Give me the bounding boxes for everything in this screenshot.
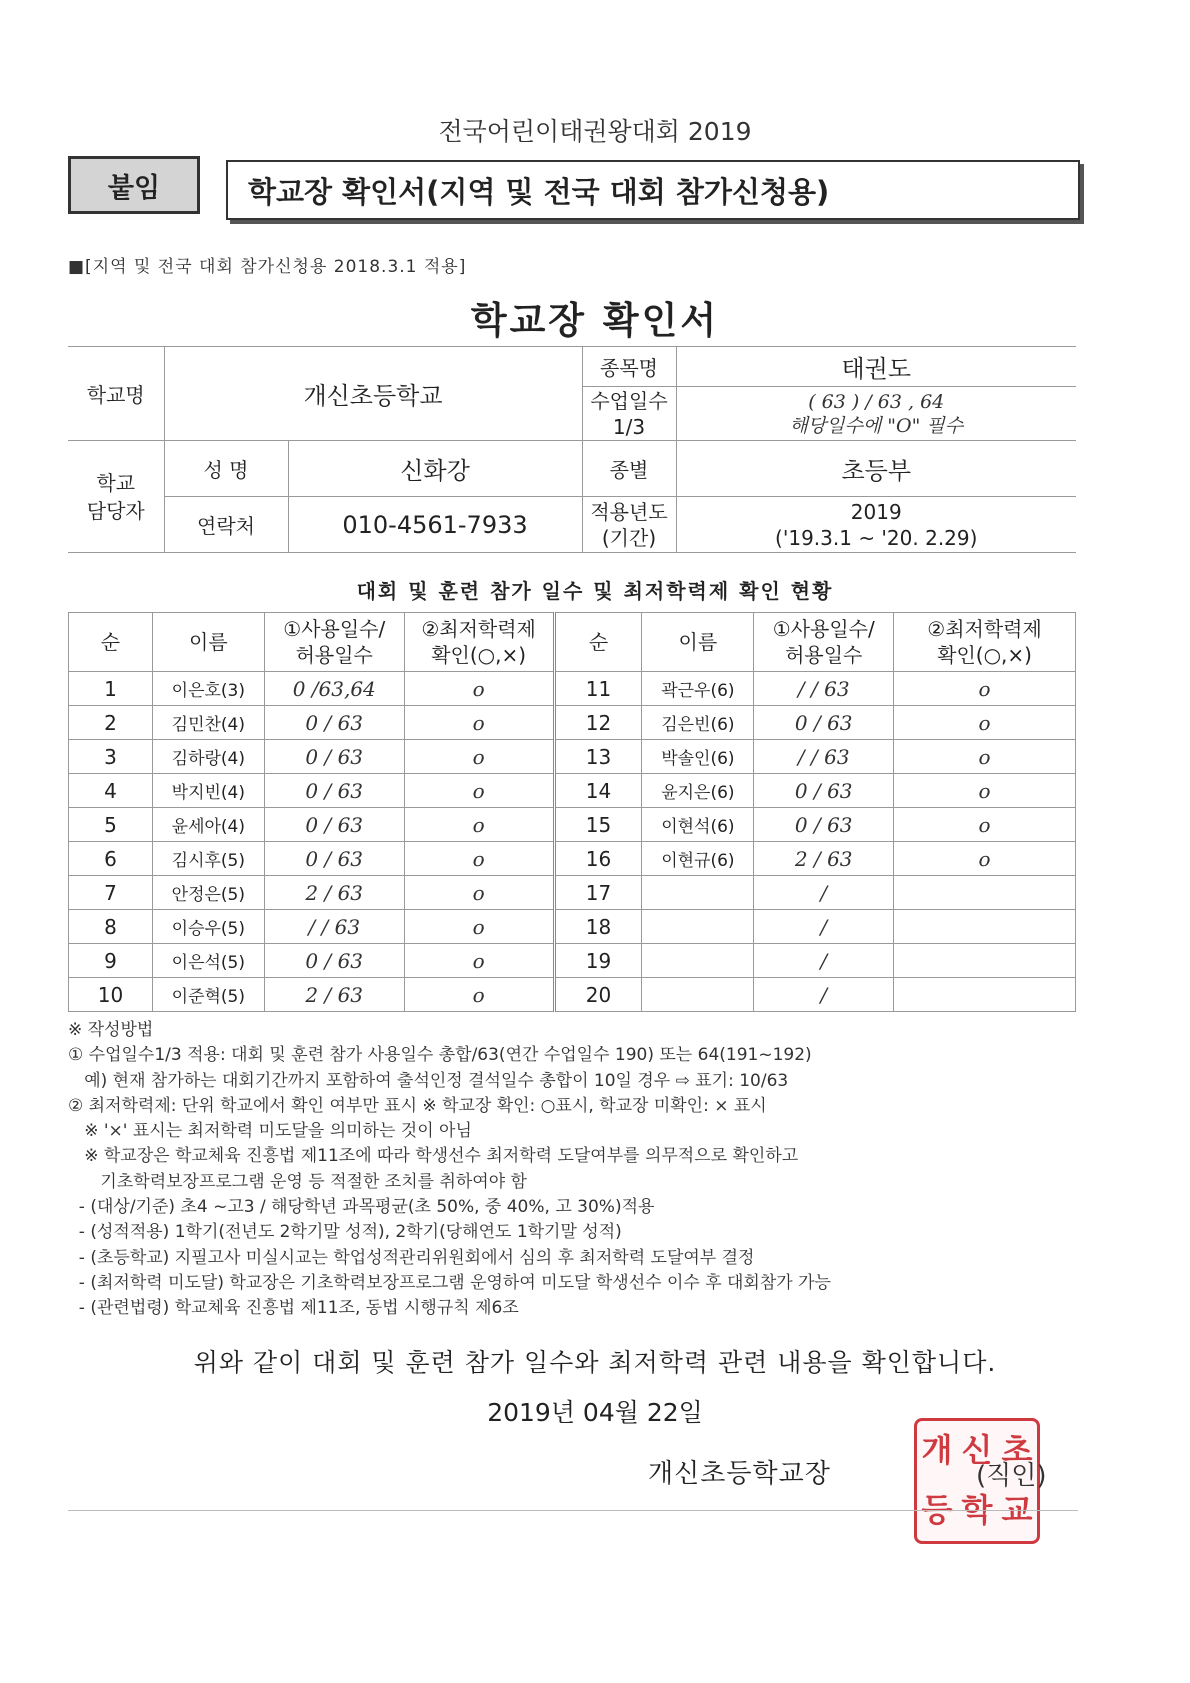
min-grade-check (894, 944, 1076, 978)
header-check-2 (894, 613, 1076, 672)
used-days: 0 / 63 (264, 706, 404, 740)
issue-date: 2019년 04월 22일 (487, 1398, 703, 1427)
student-name: 이준혁(5) (152, 978, 264, 1012)
student-name: 박솔인(6) (642, 740, 754, 774)
student-name: 김하랑(4) (152, 740, 264, 774)
table-row (69, 944, 1076, 978)
manager-label-line2: 담당자 (86, 498, 145, 523)
row-no: 8 (69, 910, 153, 944)
form-title: 학교장 확인서(지역 및 전국 대회 참가신청용) (226, 160, 1080, 220)
attachment-label: 붙임 (68, 156, 200, 214)
table-row (69, 808, 1076, 842)
min-grade-check: o (404, 740, 554, 774)
sport-label: 종목명 (582, 347, 676, 387)
contact-label: 연락처 (164, 497, 288, 553)
instruction-line: - (성적적용) 1학기(전년도 2학기말 성적), 2학기(당해연도 1학기말 성적) (68, 1222, 622, 1243)
header-days-2-line2: 허용일수 (785, 643, 863, 667)
row-no: 11 (554, 672, 642, 706)
student-name: 이승우(5) (152, 910, 264, 944)
year-value (676, 497, 1076, 553)
min-grade-check: o (404, 774, 554, 808)
row-no: 14 (554, 774, 642, 808)
student-name (642, 876, 754, 910)
min-grade-check: o (894, 808, 1076, 842)
student-name: 이현석(6) (642, 808, 754, 842)
min-grade-check: o (404, 876, 554, 910)
min-grade-check: o (404, 672, 554, 706)
header-name: 이름 (152, 613, 264, 672)
student-name: 이현규(6) (642, 842, 754, 876)
seal-character: 개 (921, 1431, 953, 1469)
instruction-line: - (최저학력 미도달) 학교장은 기초학력보장프로그램 운영하여 미도달 학생선수 이수 후 대회참가 가능 (68, 1272, 831, 1293)
min-grade-check: o (404, 944, 554, 978)
student-name: 박지빈(4) (152, 774, 264, 808)
table-row (69, 672, 1076, 706)
min-grade-check: o (404, 842, 554, 876)
min-grade-check: o (894, 774, 1076, 808)
used-days: 0 /63,64 (264, 672, 404, 706)
seal-character: 등 (921, 1491, 953, 1529)
used-days: 0 / 63 (264, 740, 404, 774)
student-name: 안정은(5) (152, 876, 264, 910)
roster-header-row (69, 613, 1076, 672)
row-no: 20 (554, 978, 642, 1012)
student-name: 윤세아(4) (152, 808, 264, 842)
used-days: 2 / 63 (264, 978, 404, 1012)
days-value (676, 387, 1076, 441)
school-value: 개신초등학교 (164, 347, 582, 441)
min-grade-check: o (404, 808, 554, 842)
used-days: 0 / 63 (264, 774, 404, 808)
instructions (68, 1018, 1088, 1322)
min-grade-check: o (894, 740, 1076, 774)
row-no: 13 (554, 740, 642, 774)
used-days: / (754, 944, 894, 978)
seal-character: 신 (961, 1431, 993, 1469)
row-no: 6 (69, 842, 153, 876)
instruction-line: ② 최저학력제: 단위 학교에서 확인 여부만 표시 ※ 학교장 확인: ○표시, 학교장 미확인: × 표시 (68, 1095, 767, 1116)
division-label: 종별 (582, 441, 676, 497)
table-row (69, 706, 1076, 740)
header-days (264, 613, 404, 672)
row-no: 1 (69, 672, 153, 706)
instruction-line: 기초학력보장프로그램 운영 등 적절한 조치를 취하여야 함 (68, 1171, 527, 1192)
event-title: 전국어린이태권왕대회 2019 (438, 117, 752, 146)
student-name: 이은석(5) (152, 944, 264, 978)
instruction-line: 예) 현재 참가하는 대회기간까지 포함하여 출석인정 결석일수 총합이 10일 경우 ⇨ 표기: 10/63 (68, 1070, 789, 1091)
days-label (582, 387, 676, 441)
row-no: 19 (554, 944, 642, 978)
student-name: 윤지은(6) (642, 774, 754, 808)
min-grade-check (894, 910, 1076, 944)
student-name: 김민찬(4) (152, 706, 264, 740)
header-days-2-line1: ①사용일수/ (772, 617, 875, 641)
used-days: 0 / 63 (754, 808, 894, 842)
used-days: 0 / 63 (264, 944, 404, 978)
days-label-line2: 1/3 (612, 414, 646, 439)
header-no: 순 (69, 613, 153, 672)
used-days: / / 63 (754, 672, 894, 706)
row-no: 16 (554, 842, 642, 876)
table-row (69, 978, 1076, 1012)
table-row (69, 740, 1076, 774)
header-days-line1: ①사용일수/ (283, 617, 386, 641)
min-grade-check (894, 978, 1076, 1012)
student-name: 이은호(3) (152, 672, 264, 706)
row-no: 10 (69, 978, 153, 1012)
instruction-line: ※ '×' 표시는 최저학력 미도달을 의미하는 것이 아님 (68, 1121, 472, 1142)
header-days-2 (754, 613, 894, 672)
name-label: 성 명 (164, 441, 288, 497)
row-no: 7 (69, 876, 153, 910)
used-days: 0 / 63 (754, 774, 894, 808)
division-value: 초등부 (676, 441, 1076, 497)
row-no: 2 (69, 706, 153, 740)
roster-title: 대회 및 훈련 참가 일수 및 최저학력제 확인 현황 (356, 579, 834, 603)
used-days: / (754, 910, 894, 944)
used-days: 2 / 63 (754, 842, 894, 876)
row-no: 4 (69, 774, 153, 808)
used-days: / / 63 (264, 910, 404, 944)
student-name: 곽근우(6) (642, 672, 754, 706)
table-row (69, 842, 1076, 876)
min-grade-check: o (404, 978, 554, 1012)
min-grade-check: o (894, 842, 1076, 876)
roster-table (68, 612, 1076, 1012)
header-check-line2: 확인(○,×) (431, 643, 526, 667)
used-days: 0 / 63 (264, 808, 404, 842)
student-name (642, 944, 754, 978)
min-grade-check: o (404, 910, 554, 944)
year-label-line1: 적용년도 (590, 499, 668, 524)
contact-value: 010-4561-7933 (288, 497, 582, 553)
student-name (642, 910, 754, 944)
instruction-line: - (관련법령) 학교체육 진흥법 제11조, 동법 시행규칙 제6조 (68, 1298, 519, 1319)
school-info-table (68, 346, 1076, 553)
instruction-line: ① 수업일수1/3 적용: 대회 및 훈련 참가 사용일수 총합/63(연간 수업일수 190) 또는 64(191~192) (68, 1045, 812, 1066)
student-name: 김은빈(6) (642, 706, 754, 740)
year-label (582, 497, 676, 553)
days-value-line2: 해당일수에 "O" 필수 (789, 414, 964, 437)
student-name: 김시후(5) (152, 842, 264, 876)
table-row (69, 876, 1076, 910)
min-grade-check: o (894, 706, 1076, 740)
row-no: 17 (554, 876, 642, 910)
confirmation-text: 위와 같이 대회 및 훈련 참가 일수와 최저학력 관련 내용을 확인합니다. (193, 1348, 997, 1377)
header-check (404, 613, 554, 672)
instruction-line: ※ 작성방법 (68, 1020, 154, 1040)
row-no: 18 (554, 910, 642, 944)
days-label-line1: 수업일수 (590, 388, 668, 413)
row-no: 15 (554, 808, 642, 842)
header-no-2: 순 (554, 613, 642, 672)
bottom-divider (68, 1510, 1078, 1511)
min-grade-check: o (894, 672, 1076, 706)
instruction-line: - (초등학교) 지필고사 미실시교는 학업성적관리위원회에서 심의 후 최저학력 도달여부 결정 (68, 1247, 755, 1268)
student-name (642, 978, 754, 1012)
header-check-2-line2: 확인(○,×) (937, 643, 1032, 667)
instruction-line: - (대상/기준) 초4 ~고3 / 해당학년 과목평균(초 50%, 중 40%, 고 30%)적용 (68, 1197, 655, 1218)
manager-label (68, 441, 164, 553)
apply-note: ■[지역 및 전국 대회 참가신청용 2018.3.1 적용] (68, 257, 467, 277)
min-grade-check (894, 876, 1076, 910)
seal-label: (직인) (976, 1461, 1047, 1491)
row-no: 3 (69, 740, 153, 774)
year-label-line2: (기간) (601, 525, 657, 550)
row-no: 12 (554, 706, 642, 740)
year-value-line2: ('19.3.1 ~ '20. 2.29) (775, 525, 978, 550)
name-value: 신화강 (288, 441, 582, 497)
used-days: / (754, 876, 894, 910)
row-no: 9 (69, 944, 153, 978)
days-value-line1: ( 63 ) / 63 , 64 (808, 390, 945, 413)
seal-character: 초 (1001, 1431, 1033, 1469)
year-value-line1: 2019 (850, 499, 902, 524)
used-days: 2 / 63 (264, 876, 404, 910)
header-days-line2: 허용일수 (295, 643, 373, 667)
school-label: 학교명 (68, 347, 164, 441)
seal-character: 학 (961, 1491, 993, 1529)
used-days: 0 / 63 (754, 706, 894, 740)
table-row (69, 910, 1076, 944)
header-name-2: 이름 (642, 613, 754, 672)
principal-name: 개신초등학교장 (648, 1459, 831, 1489)
sport-value: 태권도 (676, 347, 1076, 387)
used-days: / (754, 978, 894, 1012)
seal-character: 교 (1001, 1491, 1033, 1529)
min-grade-check: o (404, 706, 554, 740)
manager-label-line1: 학교 (96, 470, 136, 495)
used-days: / / 63 (754, 740, 894, 774)
used-days: 0 / 63 (264, 842, 404, 876)
instruction-line: ※ 학교장은 학교체육 진흥법 제11조에 따라 학생선수 최저학력 도달여부를 의무적으로 확인하고 (68, 1146, 799, 1167)
header-check-2-line1: ②최저학력제 (927, 617, 1042, 641)
document-title: 학교장 확인서 (470, 299, 720, 342)
header-check-line1: ②최저학력제 (421, 617, 536, 641)
table-row (69, 774, 1076, 808)
row-no: 5 (69, 808, 153, 842)
